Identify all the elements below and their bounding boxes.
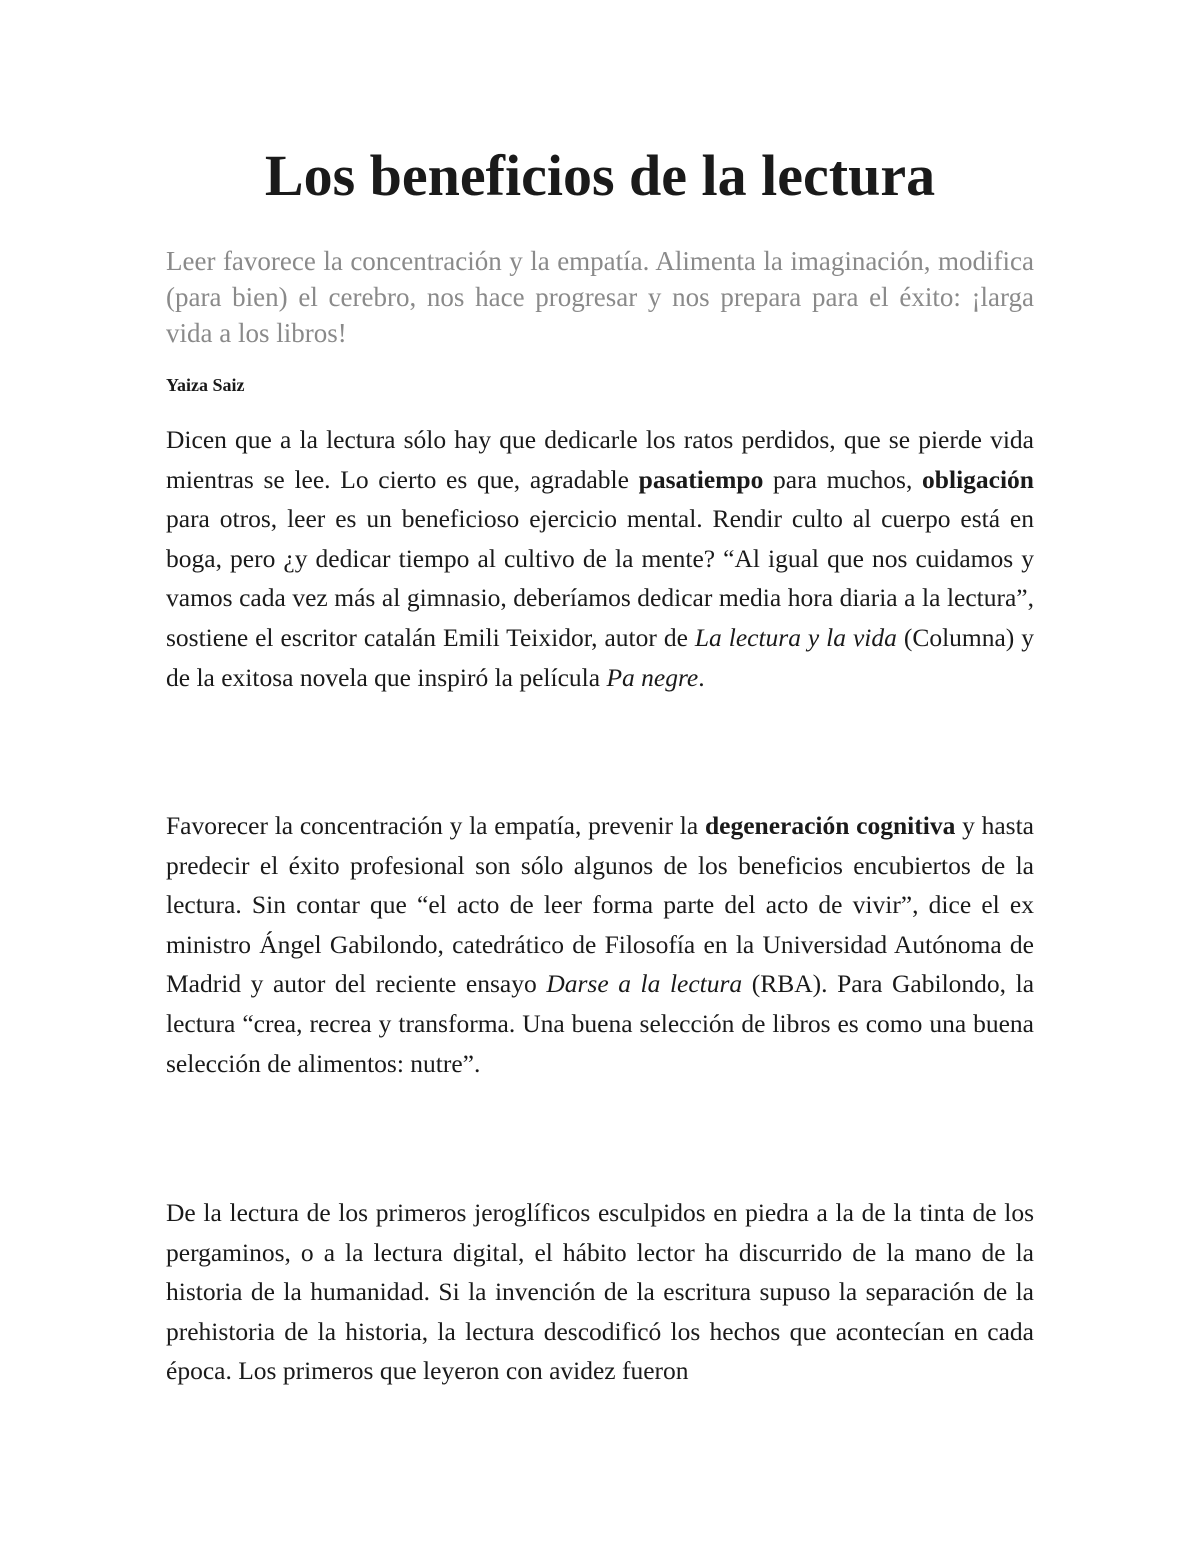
paragraph-1 [166, 420, 1034, 697]
paragraph-1-text-g: (Columna) y de la exitosa novela que inspiró la película [166, 622, 1035, 692]
paragraph-1-italic-book-title: La lectura y la vida [694, 622, 897, 652]
paragraph-2 [166, 806, 1034, 1083]
paragraph-2-text-a: Favorecer la concentración y la empatía, prevenir la [166, 811, 705, 840]
paragraph-1-italic-film-title: Pa negre [606, 662, 699, 692]
article-lead: Leer favorece la concentración y la empatía. Alimenta la imaginación, modifica (para bien) el cerebro, nos hace progresar y nos prepara para el éxito: ¡larga vida a los libros! [166, 246, 1034, 348]
paragraph-2-bold-degeneracion: degeneración cognitiva [704, 811, 956, 840]
paragraph-2-text-c: y hasta predecir el éxito profesional son sólo algunos de los beneficios encubiertos de la lectura. Sin contar que “el acto de leer forma parte del acto de vivir”, dice el ex ministro Ángel Gabilondo, catedrático de Filosofía en la Universidad Autónoma de Madrid y autor del reciente ensayo [166, 811, 1034, 999]
paragraph-1-bold-pasatiempo: pasatiempo [638, 464, 764, 494]
paragraph-1-text-e: para otros, leer es un beneficioso ejercicio mental. Rendir culto al cuerpo está en boga, pero ¿y dedicar tiempo al cultivo de la mente? “Al igual que nos cuidamos y vamos cada vez más al gimnasio, deberíamos dedicar media hora diaria a la lectura”, sostiene el escritor catalán Emili Teixidor, autor de [166, 504, 1034, 652]
paragraph-1-text-a: Dicen que a la lectura sólo hay que dedicarle los ratos perdidos, que se pierde vida mientras se lee. Lo cierto es que, agradable [166, 425, 1034, 494]
paragraph-2-italic-essay-title: Darse a la lectura [546, 969, 743, 999]
article-author: Yaiza Saiz [166, 375, 245, 395]
paragraph-1-text-i: . [698, 662, 705, 692]
paragraph-2-text-e: (RBA). Para Gabilondo, la lectura “crea, recrea y transforma. Una buena selección de libros es como una buena selección de alimentos: nutre”. [166, 969, 1035, 1078]
article-title: Los beneficios de la lectura [264, 143, 936, 208]
paragraph-3: De la lectura de los primeros jeroglíficos esculpidos en piedra a la de la tinta de los pergaminos, o a la lectura digital, el hábito lector ha discurrido de la mano de la historia de la humanidad. Si la invención de la escritura supuso la separación de la prehistoria de la historia, la lectura descodificó los hechos que acontecían en cada época. Los primeros que leyeron con avidez fueron [166, 1198, 1034, 1386]
paragraph-1-text-c: para muchos, [763, 464, 923, 494]
paragraph-1-bold-obligacion: obligación [922, 464, 1034, 494]
